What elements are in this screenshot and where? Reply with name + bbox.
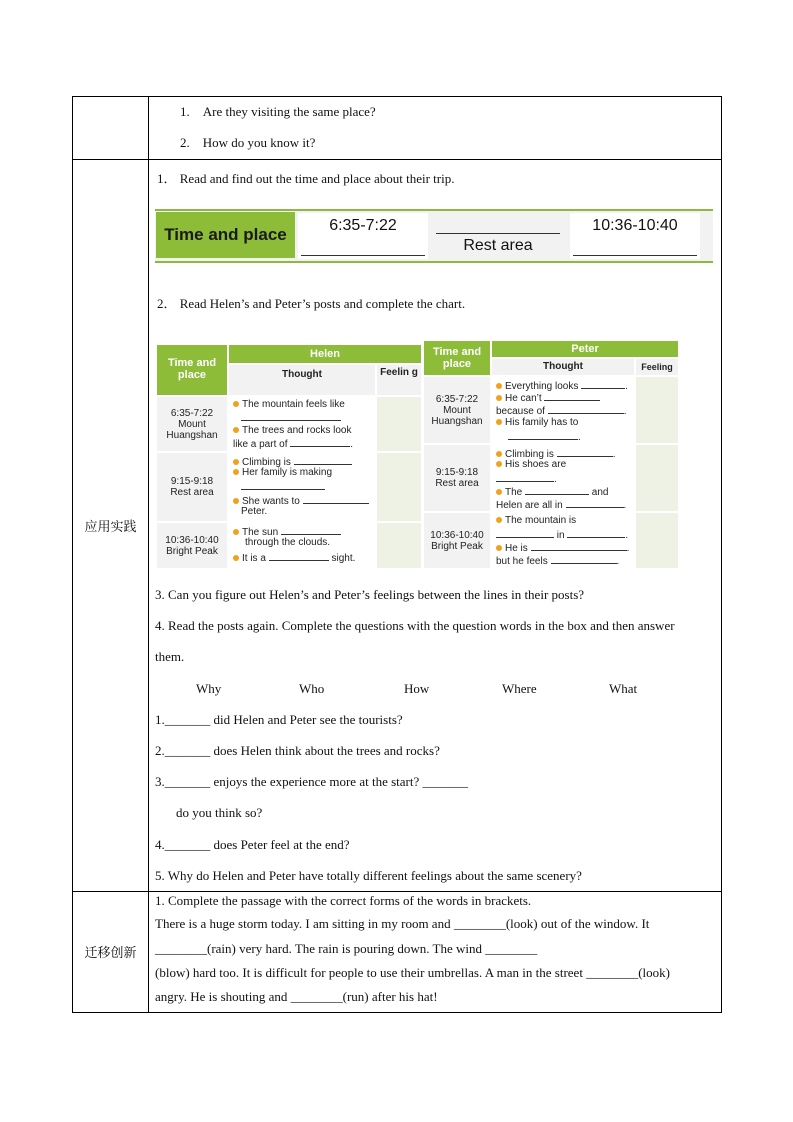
answer-line [551,554,617,564]
bullet-icon [496,517,502,523]
answer-line [436,233,560,234]
answer-line [567,528,625,538]
answer-line [548,404,624,414]
bullet-icon [496,383,502,389]
answer-line [281,525,341,535]
peter-title: Peter [492,341,678,357]
helen-time-1: 6:35-7:22 Mount Huangshan [157,397,227,451]
task-5: 5. Why do Helen and Peter have totally different feelings about the same scenery? [155,868,582,883]
question-word-3: 3._______ enjoys the experience more at the start? _______ [155,774,468,789]
bullet-icon [496,461,502,467]
word-box-item: How [404,681,430,696]
peter-col-feeling: Feeling [636,359,678,375]
helen-col-time: Time and place [157,345,227,395]
peter-time-2: 9:15-9:18 Rest area [424,445,490,511]
answer-line [269,551,329,561]
word-box-item: Who [299,681,325,696]
helen-title: Helen [229,345,421,363]
helen-feeling-1 [377,397,421,451]
bullet-icon [233,529,239,535]
helen-time-3: 10:36-10:40 Bright Peak [157,523,227,568]
answer-line [241,480,325,490]
answer-line [557,447,613,457]
question-word-4: 4._______ does Peter feel at the end? [155,837,350,852]
passage-line: (blow) hard too. It is difficult for people to use their umbrellas. A man in the street ________(look) [155,965,670,980]
section-label-transfer: 迁移创新 [73,891,149,1012]
task-2: 2． Read Helen’s and Peter’s posts and complete the chart. [157,296,466,311]
answer-line [525,485,589,495]
task-3: 3. Can you figure out Helen’s and Peter’s feelings between the lines in their posts? [155,587,585,602]
helen-feeling-3 [377,523,421,568]
word-box-item: What [609,681,638,696]
helen-chart: Time and place Helen Thought Feelin g 6:35-7:22 Mount Huangshan The mountain feels like The trees and rocks look like a part of . 9:15-9:18 Rest area Climbing is Her family is making She wants to Peter. 10:36-10:40 Bright Peak The sun through the clouds. It is a sight. [157,345,421,568]
bullet-icon [496,419,502,425]
passage-line: ________(rain) very hard. The rain is pouring down. The wind ________ [155,941,538,956]
peter-col-time: Time and place [424,341,490,375]
helen-time-2: 9:15-9:18 Rest area [157,453,227,521]
answer-line [544,391,600,401]
peter-chart: Time and place Peter Thought Feeling 6:35-7:22 Mount Huangshan Everything looks . He can’t because of . His family has to . 9:15-9:18 Rest area Climbing is . His shoes are . The and Helen are all in . 10:36-10:40 Bright Peak The mountain is in . He is . but he feels . [424,341,678,568]
answer-line [303,494,369,504]
answer-line [531,541,627,551]
side-cell [73,97,149,160]
bullet-icon [233,469,239,475]
answer-line [301,255,425,256]
helen-col-feeling: Feelin g [377,365,421,395]
question-word-3-cont: do you think so? [176,805,263,820]
peter-time-3: 10:36-10:40 Bright Peak [424,513,490,568]
time-place-bar [155,209,713,263]
passage-line: angry. He is shouting and ________(run) after his hat! [155,989,438,1004]
table-row [73,97,722,160]
answer-line [566,498,624,508]
question-2: 2. How do you know it? [180,135,316,150]
answer-line [573,255,697,256]
helen-col-thought: Thought [229,365,375,395]
bullet-icon [233,427,239,433]
time-place-label: Time and place [156,212,295,258]
answer-line [294,455,352,465]
peter-feeling-1 [636,377,678,443]
word-box-item: Why [196,681,222,696]
bullet-icon [233,498,239,504]
time-slot-1: 6:35-7:22 [298,213,428,259]
time-slot-3: 10:36-10:40 [570,213,700,259]
time-slot-2: Rest area [433,213,563,259]
helen-feeling-2 [377,453,421,521]
bullet-icon [496,489,502,495]
question-1: 1. Are they visiting the same place? [180,104,376,119]
peter-feeling-3 [636,513,678,568]
question-word-1: 1._______ did Helen and Peter see the tourists? [155,712,403,727]
answer-line [496,528,554,538]
passage-line: There is a huge storm today. I am sitting in my room and ________(look) out of the window. It [155,916,650,931]
word-box-item: Where [502,681,537,696]
answer-line [496,472,554,482]
bullet-icon [496,545,502,551]
bullet-icon [233,459,239,465]
answer-line [241,411,341,421]
peter-feeling-2 [636,445,678,511]
answer-line [508,430,578,440]
section-label-apply: 应用实践 [73,160,149,892]
bullet-icon [233,555,239,561]
bullet-icon [496,395,502,401]
passage-instruction: 1. Complete the passage with the correct forms of the words in brackets. [155,893,532,908]
peter-col-thought: Thought [492,359,634,375]
task-4-cont: them. [155,649,185,664]
task-4: 4. Read the posts again. Complete the questions with the question words in the box and then answer [155,618,675,633]
peter-time-1: 6:35-7:22 Mount Huangshan [424,377,490,443]
answer-line [290,437,350,447]
task-1: 1． Read and find out the time and place about their trip. [157,171,455,186]
question-word-2: 2._______ does Helen think about the trees and rocks? [155,743,440,758]
answer-line [581,379,625,389]
bullet-icon [496,451,502,457]
bullet-icon [233,401,239,407]
